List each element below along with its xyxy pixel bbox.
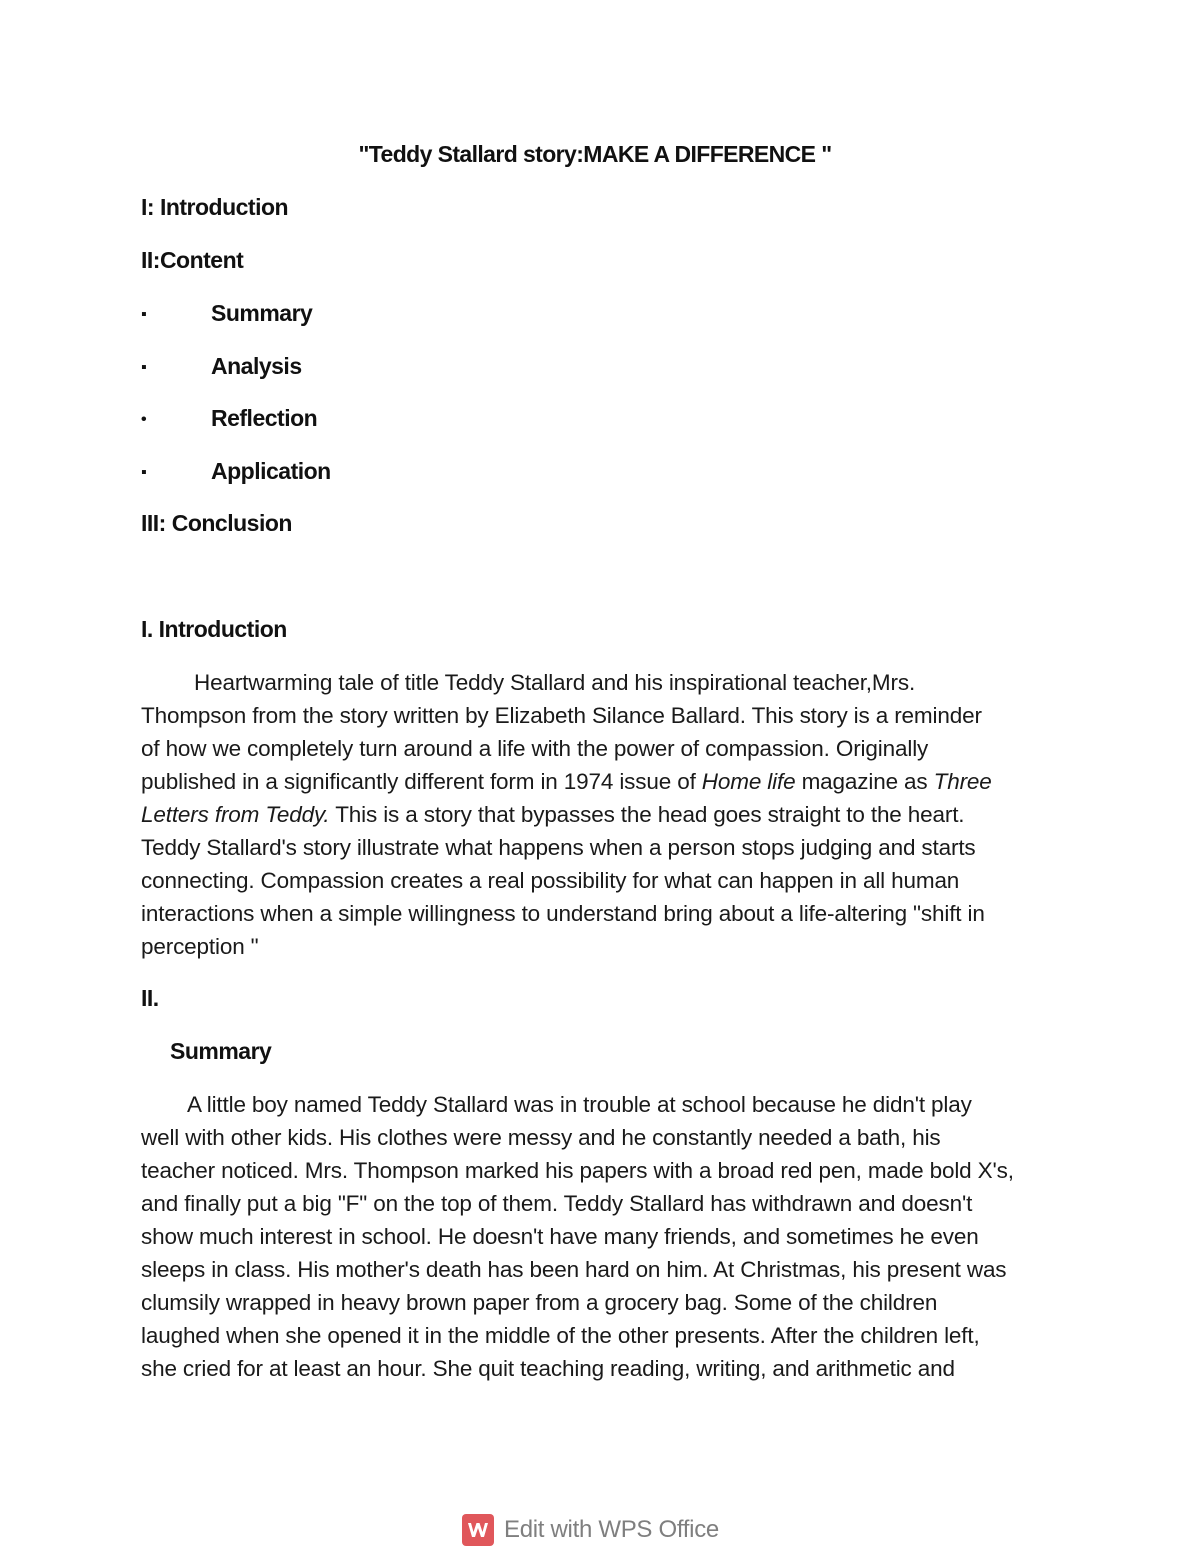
outline-bullet-application	[141, 458, 331, 485]
outline-bullet-reflection	[141, 405, 317, 432]
paragraph-line	[141, 798, 1066, 831]
outline-introduction: I: Introduction	[141, 194, 289, 220]
outline-bullet-label: Summary	[211, 300, 313, 326]
text-run: magazine as	[795, 769, 934, 794]
magazine-name: Home life	[701, 769, 796, 794]
outline-bullet-label: Analysis	[211, 353, 302, 379]
paragraph-line: she cried for at least an hour. She quit teaching reading, writing, and arithmetic and	[141, 1356, 955, 1381]
paragraph-line: of how we completely turn around a life with the power of compassion. Originally	[141, 736, 929, 761]
outline-bullet-summary	[141, 300, 312, 327]
wps-logo-icon	[462, 1514, 494, 1546]
paragraph-line	[141, 765, 1066, 798]
paragraph-line: sleeps in class. His mother's death has been hard on him. At Christmas, his present was	[141, 1257, 1007, 1282]
paragraph-line: perception "	[141, 934, 259, 959]
document-title: "Teddy Stallard story:MAKE A DIFFERENCE "	[358, 141, 832, 167]
paragraph-line: show much interest in school. He doesn't have many friends, and sometimes he even	[141, 1224, 979, 1249]
outline-content: II:Content	[141, 247, 244, 273]
paragraph-line: laughed when she opened it in the middle of the other presents. After the children left,	[141, 1323, 980, 1348]
bullet-marker: ▪	[141, 358, 147, 376]
wps-edit-label[interactable]: Edit with WPS Office	[504, 1516, 719, 1543]
outline-conclusion: III: Conclusion	[141, 510, 292, 536]
paragraph-line: teacher noticed. Mrs. Thompson marked his papers with a broad red pen, made bold X's,	[141, 1158, 1014, 1183]
bullet-marker: ▪	[141, 463, 147, 481]
wps-edit-banner[interactable]	[462, 1513, 719, 1547]
section-content-heading: II.	[141, 985, 159, 1011]
paragraph-line: Thompson from the story written by Elizabeth Silance Ballard. This story is a reminder	[141, 703, 982, 728]
bullet-marker: ▪	[141, 305, 147, 323]
paragraph-line: and finally put a big "F" on the top of them. Teddy Stallard has withdrawn and doesn't	[141, 1191, 973, 1216]
introduction-paragraph	[141, 666, 1066, 963]
summary-subheading: Summary	[170, 1038, 272, 1064]
text-run: published in a significantly different form in 1974 issue of	[141, 769, 702, 794]
paragraph-line: clumsily wrapped in heavy brown paper from a grocery bag. Some of the children	[141, 1290, 938, 1315]
story-title-part: Three	[933, 769, 992, 794]
outline-bullet-label: Application	[211, 458, 331, 484]
paragraph-line: A little boy named Teddy Stallard was in trouble at school because he didn't play	[187, 1092, 972, 1117]
outline-bullet-analysis	[141, 353, 302, 380]
summary-paragraph	[141, 1088, 1066, 1385]
paragraph-line: connecting. Compassion creates a real possibility for what can happen in all human	[141, 868, 960, 893]
paragraph-line: well with other kids. His clothes were messy and he constantly needed a bath, his	[141, 1125, 941, 1150]
paragraph-line: Heartwarming tale of title Teddy Stallard and his inspirational teacher,Mrs.	[194, 670, 916, 695]
outline-bullet-label: Reflection	[211, 405, 318, 431]
paragraph-line: interactions when a simple willingness to understand bring about a life-altering "shift in	[141, 901, 985, 926]
text-run: This is a story that bypasses the head goes straight to the heart.	[329, 802, 965, 827]
paragraph-line: Teddy Stallard's story illustrate what happens when a person stops judging and starts	[141, 835, 976, 860]
section-introduction-heading: I. Introduction	[141, 616, 287, 642]
story-title-part: Letters from Teddy.	[141, 802, 330, 827]
bullet-marker: •	[141, 410, 147, 428]
